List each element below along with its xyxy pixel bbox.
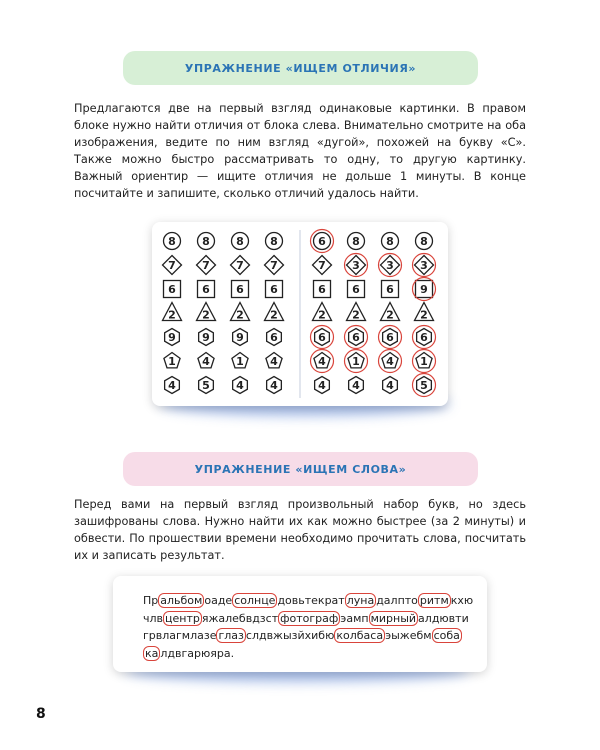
left-grid-cell <box>232 353 248 369</box>
cell-number: 6 <box>236 283 244 296</box>
cell-number: 6 <box>386 331 394 344</box>
left-grid-cell <box>233 377 248 394</box>
letter-run: лдвгарюяра. <box>160 646 235 660</box>
right-grid-cell <box>348 233 365 250</box>
cell-number: 7 <box>236 259 244 272</box>
cell-number: 4 <box>318 379 326 392</box>
right-grid-cell <box>379 326 402 349</box>
letter-run: далпто <box>376 594 418 607</box>
right-grid-cell <box>415 303 434 322</box>
exercise-1-title: УПРАЖНЕНИЕ «ИЩЕМ ОТЛИЧИЯ» <box>123 51 478 85</box>
left-grid-cell <box>164 233 181 250</box>
right-grid-cell <box>314 281 331 298</box>
cell-number: 6 <box>270 331 278 344</box>
cell-number: 8 <box>236 235 244 248</box>
cell-number: 6 <box>386 283 394 296</box>
cell-number: 2 <box>420 308 428 322</box>
left-grid-cell <box>198 281 215 298</box>
circled-word: соба <box>433 629 460 642</box>
right-grid-cell <box>379 254 402 277</box>
cell-number: 6 <box>168 283 176 296</box>
cell-number: 4 <box>352 379 360 392</box>
cell-number: 8 <box>270 235 278 248</box>
cell-number: 8 <box>202 235 210 248</box>
letter-grid <box>143 592 473 662</box>
circled-word: колбаса <box>336 629 384 642</box>
cell-number: 4 <box>236 379 244 392</box>
letter-run: алдювти грвлагмлазе <box>143 611 469 642</box>
page-number: 8 <box>36 706 46 722</box>
cell-number: 1 <box>168 355 176 368</box>
right-grid-cell <box>345 326 368 349</box>
left-grid-cell <box>164 353 180 369</box>
cell-number: 8 <box>168 235 176 248</box>
cell-number: 8 <box>352 235 360 248</box>
cell-number: 2 <box>236 308 244 322</box>
differences-card <box>152 222 448 406</box>
right-grid-cell <box>383 377 398 394</box>
differences-grid <box>152 222 448 406</box>
left-grid-cell <box>197 303 216 322</box>
letter-run: эамп <box>340 611 369 625</box>
cell-number: 7 <box>168 259 176 272</box>
left-grid-cell <box>198 233 215 250</box>
right-grid-cell <box>313 256 332 275</box>
right-grid-cell <box>413 326 436 349</box>
left-grid-cell <box>265 256 284 275</box>
cell-number: 4 <box>318 355 326 368</box>
left-grid-cell <box>231 303 250 322</box>
cell-number: 6 <box>270 283 278 296</box>
right-grid-cell <box>416 233 433 250</box>
cell-number: 9 <box>236 331 244 344</box>
circled-word: ритм <box>419 594 449 607</box>
left-grid-cell <box>199 377 214 394</box>
letter-run: оаде <box>204 594 233 607</box>
right-grid-cell <box>382 233 399 250</box>
left-grid-cell <box>232 233 249 250</box>
cell-number: 7 <box>270 259 278 272</box>
right-grid-cell <box>349 377 364 394</box>
cell-number: 7 <box>318 259 326 272</box>
left-grid-cell <box>164 281 181 298</box>
right-grid-cell <box>311 326 334 349</box>
right-grid-cell <box>345 254 368 277</box>
left-grid-cell <box>163 303 182 322</box>
cell-number: 9 <box>202 331 210 344</box>
cell-number: 6 <box>318 331 326 344</box>
right-grid-cell <box>313 303 332 322</box>
circled-word: ка <box>145 646 159 660</box>
cell-number: 4 <box>270 355 278 368</box>
cell-number: 2 <box>318 308 326 322</box>
circled-word: альбом <box>160 594 203 607</box>
letters-card <box>113 576 487 672</box>
cell-number: 3 <box>352 259 360 272</box>
letter-run: довьтекрат <box>277 594 345 607</box>
cell-number: 6 <box>318 283 326 296</box>
letter-run: слдвжызйхибю <box>245 629 335 642</box>
circled-word: луна <box>346 594 375 607</box>
right-grid-cell <box>382 281 399 298</box>
letter-run: Пр <box>143 594 159 607</box>
cell-number: 6 <box>318 235 326 248</box>
left-grid-cell <box>232 281 249 298</box>
exercise-2-title: УПРАЖНЕНИЕ «ИЩЕМ СЛОВА» <box>123 452 478 486</box>
letter-run: кхю члв <box>143 594 474 625</box>
left-grid-cell <box>199 329 214 346</box>
left-grid-cell <box>165 377 180 394</box>
left-grid-cell <box>197 256 216 275</box>
circled-word: центр <box>165 611 200 625</box>
right-grid-cell <box>381 303 400 322</box>
cell-number: 6 <box>352 331 360 344</box>
cell-number: 8 <box>386 235 394 248</box>
cell-number: 4 <box>386 355 394 368</box>
right-grid-cell <box>347 303 366 322</box>
letter-run: эыжебм <box>385 629 432 642</box>
cell-number: 1 <box>352 355 360 368</box>
cell-number: 2 <box>270 308 278 322</box>
cell-number: 5 <box>420 379 428 392</box>
cell-number: 9 <box>420 283 428 296</box>
exercise-1-instructions: Предлагаются две на первый взгляд одинаковые картинки. В правом блоке нужно найти отличия от блока слева. Внимательно смотрите на оба изображения, ведите по ним взгляд «дугой», похожей на букву «С». Также можно быстро рассматривать то одну, то другую картинку. Важный ориентир — ищите отличия не дольше 1 минуты. В конце посчитайте и запишите, сколько отличий удалось найти. <box>74 102 526 200</box>
cell-number: 5 <box>202 379 210 392</box>
exercise-2-instructions: Перед вами на первый взгляд произвольный набор букв, но здесь зашифрованы слова. Нужно найти их как можно быстрее (за 2 минуты) и обвести. По прошествии времени необходимо прочитать слова, посчитать их и записать результат. <box>74 498 526 562</box>
cell-number: 6 <box>202 283 210 296</box>
cell-number: 4 <box>270 379 278 392</box>
right-grid-cell <box>413 254 436 277</box>
left-grid-cell <box>165 329 180 346</box>
left-grid-cell <box>267 377 282 394</box>
circled-word: глаз <box>218 629 244 642</box>
right-grid-cell <box>311 230 334 253</box>
right-grid-cell <box>413 278 436 301</box>
left-grid-cell <box>265 303 284 322</box>
cell-number: 6 <box>420 331 428 344</box>
cell-number: 8 <box>420 235 428 248</box>
right-grid-cell <box>315 377 330 394</box>
right-grid-cell <box>413 350 436 373</box>
cell-number: 6 <box>352 283 360 296</box>
cell-number: 1 <box>236 355 244 368</box>
left-grid-cell <box>266 353 282 369</box>
cell-number: 2 <box>202 308 210 322</box>
cell-number: 4 <box>386 379 394 392</box>
cell-number: 2 <box>352 308 360 322</box>
cell-number: 2 <box>386 308 394 322</box>
circled-word: солнце <box>234 594 276 607</box>
circled-word: мирный <box>370 611 417 625</box>
cell-number: 3 <box>386 259 394 272</box>
left-grid-cell <box>198 353 214 369</box>
cell-number: 4 <box>168 379 176 392</box>
cell-number: 9 <box>168 331 176 344</box>
left-grid-cell <box>231 256 250 275</box>
left-grid-cell <box>233 329 248 346</box>
circled-word: фотограф <box>280 611 339 625</box>
right-grid-cell <box>379 350 402 373</box>
cell-number: 3 <box>420 259 428 272</box>
right-grid-cell <box>348 281 365 298</box>
cell-number: 1 <box>420 355 428 368</box>
right-grid-cell <box>345 350 368 373</box>
right-grid-cell <box>311 350 334 373</box>
left-grid-cell <box>163 256 182 275</box>
letter-run: яжалебвдзст <box>201 611 279 625</box>
cell-number: 4 <box>202 355 210 368</box>
left-grid-cell <box>266 233 283 250</box>
left-grid-cell <box>267 329 282 346</box>
cell-number: 7 <box>202 259 210 272</box>
cell-number: 2 <box>168 308 176 322</box>
left-grid-cell <box>266 281 283 298</box>
right-grid-cell <box>413 374 436 397</box>
